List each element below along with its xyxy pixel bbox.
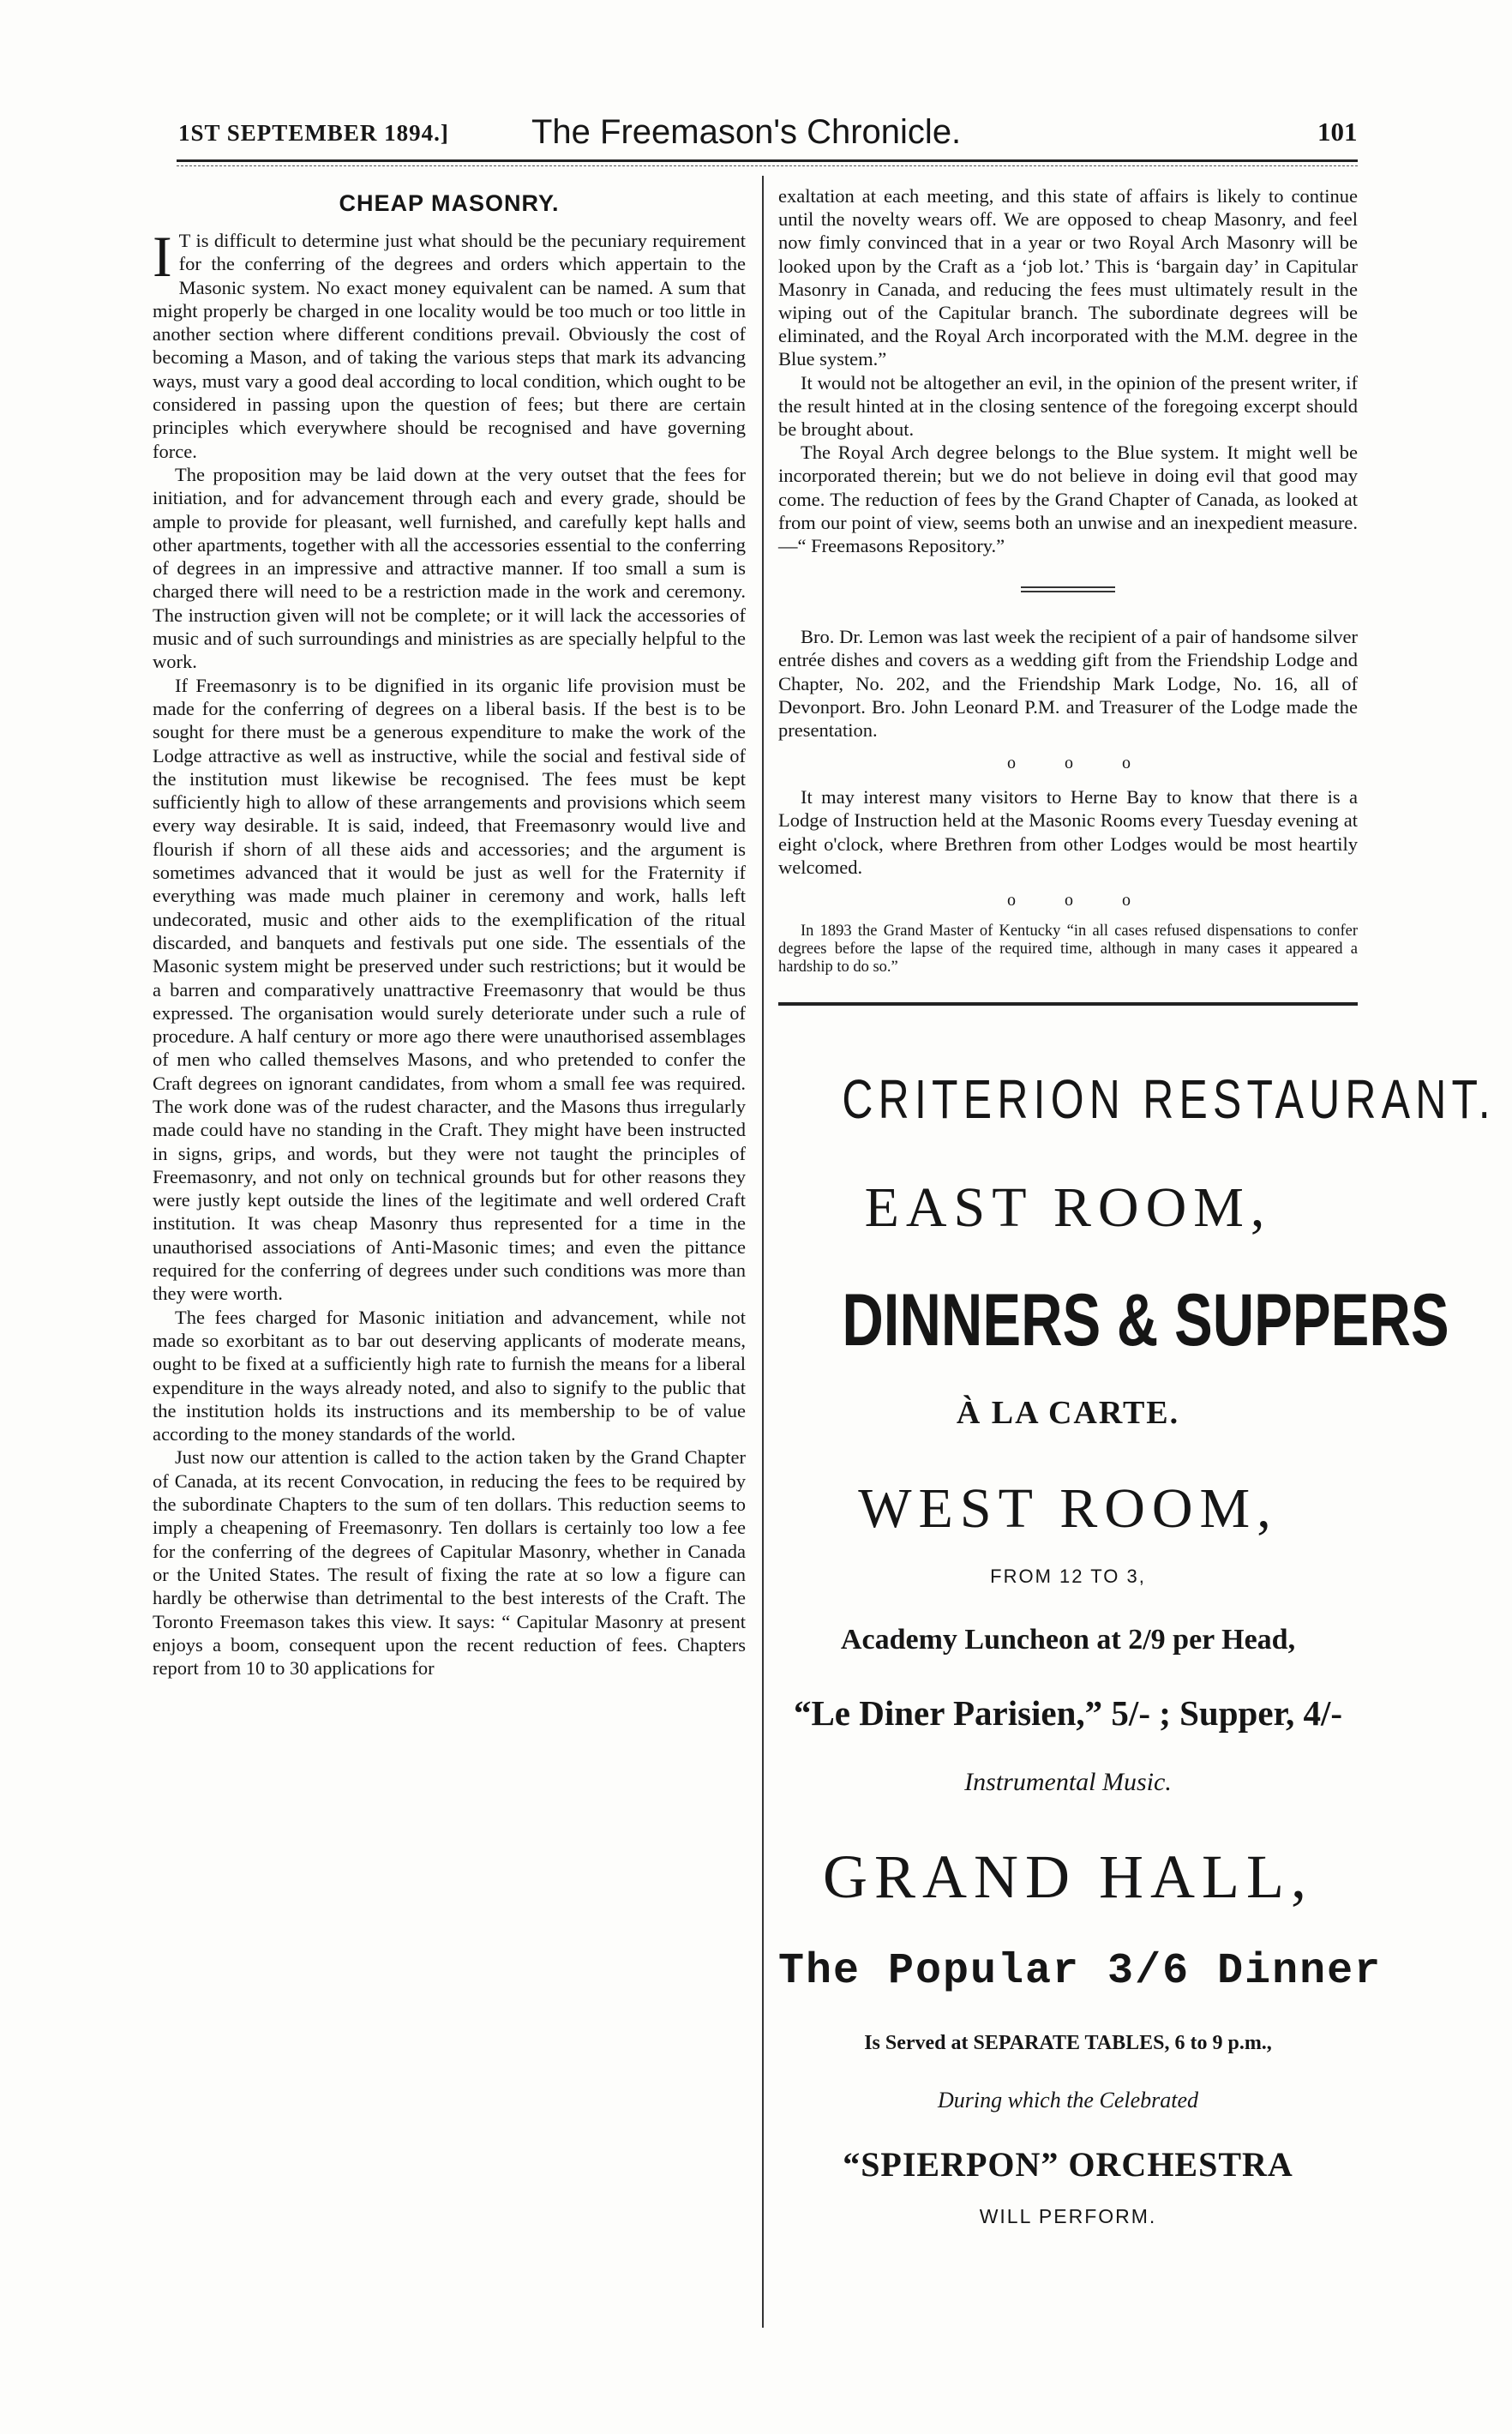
article-continuation: It would not be altogether an evil, in the opinion of the present writer, if the result hinted at in the closing sentence of the foregoing excerpt should be brought about. (778, 371, 1358, 441)
article-column (153, 190, 746, 2329)
section-separator (1021, 586, 1115, 592)
ad-will-perform: WILL PERFORM. (979, 2205, 1157, 2228)
ad-a-la-carte: À LA CARTE. (956, 1395, 1180, 1432)
ad-music: Instrumental Music. (964, 1768, 1172, 1797)
ad-restaurant-name: CRITERION RESTAURANT. (842, 1068, 1496, 1131)
article-continuation: exaltation at each meeting, and this state of affairs is likely to continue until the novelty wears off. We are opposed to cheap Masonry, and feel now fimly convinced that in a year or two Royal Arch Masonry will be looked upon by the Craft as a ‘job lot.’ This is ‘bargain day’ in Capitular Masonry in Canada, and reducing the fees must ultimately result in the wiping out of the Capitular branch. The subordinate degrees will be eliminated, and the Royal Arch incorporated with the M.M. degree in the Blue system.” (778, 185, 1358, 370)
ad-dinners-suppers: DINNERS & SUPPERS (842, 1279, 1449, 1362)
masthead-title: The Freemason's Chronicle. (531, 113, 962, 151)
ad-diner-parisien: “Le Diner Parisien,” 5/- ; Supper, 4/- (793, 1693, 1343, 1734)
article-paragraph: The proposition may be laid down at the very outset that the fees for initiation, and for advancement through each and every grade, should be ample to provide for pleasant, well furnished, and carefully kept halls and other apartments, together with all the accessories essential to the conferring of degrees in an impressive and attractive manner. If too small a sum is charged there will need to be a restriction made in the work and ceremony. The instruction given will not be complete; or it will lack the accessories of music and of such surroundings and ministries as are specially helpful to the work. (153, 463, 746, 673)
article-paragraph: I T is difficult to determine just what should be the pecuniary requirement for the conferring of the degrees and orders which appertain to the Masonic system. No exact money equivalent can be named. A sum that might properly be charged in one locality would be too much or too little in another section where different conditions prevail. Obviously the cost of becoming a Mason, and of taking the various steps that mark its advancing ways, must vary a good deal according to local condition, which ought to be considered in passing upon the question of fees; but there are certain principles which everywhere should be recognised and have governing force. (153, 224, 746, 462)
ad-east-room: EAST ROOM, (864, 1176, 1272, 1240)
ad-orchestra: “SPIERPON” ORCHESTRA (843, 2145, 1293, 2185)
article-continuation: The Royal Arch degree belongs to the Blue system. It might well be incorporated therein; but we do not believe in doing evil that good may come. The reduction of fees by the Grand Chapter of Canada, as looked at from our point of view, seems both an unwise and an inexpedient measure.—“ Freemasons Repository.” (778, 442, 1358, 557)
news-note: It may interest many visitors to Herne Bay to know that there is a Lodge of Instruction held at the Masonic Rooms every Tuesday evening at eight o'clock, where Brethren from other Lodges would be most heartily welcomed. (778, 786, 1358, 878)
ad-grand-hall: GRAND HALL, (823, 1842, 1313, 1912)
ad-west-room: WEST ROOM, (858, 1477, 1278, 1541)
header-rule-dashed (177, 165, 1358, 166)
advert-rule (778, 1002, 1358, 1006)
column-divider (762, 176, 764, 2328)
ornament: o o o (1007, 754, 1153, 773)
ad-popular-dinner: The Popular 3/6 Dinner (778, 1947, 1383, 1997)
news-note-small: In 1893 the Grand Master of Kentucky “in all cases refused dispensations to confer degrees before the lapse of the required time, although in many cases it appeared a hardship to do so.” (778, 923, 1358, 977)
header-rule (177, 159, 1358, 162)
page-number: 101 (1317, 117, 1358, 147)
article-title: CHEAP MASONRY. (339, 190, 560, 216)
ornament: o o o (1007, 891, 1153, 910)
article-paragraph: The fees charged for Masonic initiation and advancement, while not made so exorbitant as to bar out deserving applicants of moderate means, ought to be fixed at a sufficiently high rate to furnish the means for a liberal expenditure in the ways already noted, and also to signify to the public that the institution holds its instructions and its membership to be of value according to the money standards of the world. (153, 1306, 746, 1445)
ad-from-time: FROM 12 TO 3, (990, 1566, 1146, 1588)
drop-cap: I (153, 224, 172, 289)
ad-luncheon: Academy Luncheon at 2/9 per Head, (840, 1624, 1296, 1656)
article-paragraph: If Freemasonry is to be dignified in its organic life provision must be made for the conferring of degrees on a liberal basis. If the best is to be sought for there must be a generous expenditure to make the work of the Lodge attractive as well as instructive, while the social and festival side of the institution must likewise be recognised. The fees must be kept sufficiently high to allow of these arrangements and provisions which seem every way desirable. It is said, indeed, that Freemasonry would live and flourish if shorn of all these aids and accessories; and the argument is sometimes advanced that it would be just as well for the Fraternity if everything was made much plainer in ceremony and work, halls left undecorated, music and other aids to the exemplification of the ritual discarded, and banquets and festivals put one side. The essentials of the Masonic system might be preserved under such restrictions; but it would be a barren and comparatively unattractive Freemasonry that would be thus expressed. The organisation would surely deteriorate under such a rule of procedure. A half century or more ago there were unauthorised assemblages of men who called themselves Masons, and who pretended to confer the Craft degrees on ignorant candidates, from whom a small fee was required. The work done was of the rudest character, and the Masons thus irregularly made could have no standing in the Craft. They might have been instructed in signs, grips, and words, but they were not taught the principles of Freemasonry, and not only on technical grounds but for other reasons they were justly kept outside the lines of the legitimate and well ordered Craft institution. It was cheap Masonry thus represented for a time in the unauthorised associations of Anti-Masonic times; and even the pittance required for the conferring of degrees under such conditions was more than they were worth. (153, 674, 746, 1305)
right-column (778, 184, 1496, 2228)
restaurant-advertisement (778, 1067, 1496, 2228)
ad-during: During which the Celebrated (937, 2088, 1198, 2113)
header-date: 1ST SEPTEMBER 1894.] (178, 120, 449, 146)
article-paragraph: Just now our attention is called to the action taken by the Grand Chapter of Canada, at its recent Convocation, in reducing the fees to be required by the subordinate Chapters to the sum of ten dollars. This reduction seems to imply a cheapening of Freemasonry. Ten dollars is certainly too low a fee for the conferring of the degrees of Capitular Masonry, whether in Canada or the United States. The result of fixing the rate at so low a figure can hardly be otherwise than detrimental to the best interests of the Craft. The Toronto Freemason takes this view. It says: “ Capitular Masonry at present enjoys a boom, consequent upon the recent reduction of fees. Chapters report from 10 to 30 applications for (153, 1446, 746, 1680)
news-note: Bro. Dr. Lemon was last week the recipient of a pair of handsome silver entrée dishes and covers as a wedding gift from the Friendship Lodge and Chapter, No. 202, and the Friendship Mark Lodge, No. 16, all of Devonport. Bro. John Leonard P.M. and Treasurer of the Lodge made the presentation. (778, 626, 1358, 742)
ad-served-tables: Is Served at SEPARATE TABLES, 6 to 9 p.m., (864, 2032, 1272, 2055)
